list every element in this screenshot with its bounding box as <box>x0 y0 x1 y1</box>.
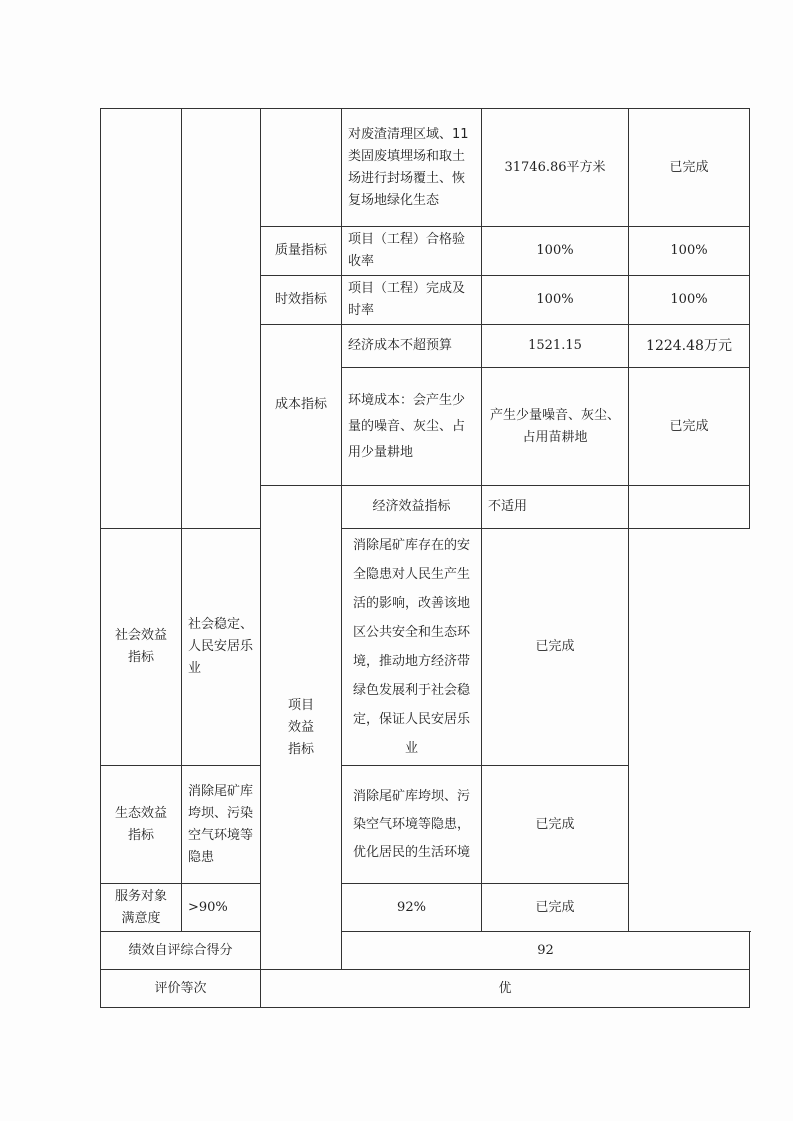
quality-indicator-label: 质量指标 <box>261 227 342 276</box>
target-value: 100% <box>482 276 629 325</box>
indicator-content: 项目（工程）完成及时率 <box>342 276 482 325</box>
grade-label: 评价等次 <box>101 970 261 1008</box>
indicator-content: 不适用 <box>482 486 629 529</box>
target-value: 92% <box>342 884 482 932</box>
table-row <box>101 970 750 1008</box>
table-row <box>101 884 750 932</box>
satisfaction-label: 服务对象满意度 <box>101 884 182 932</box>
table-row <box>101 932 750 970</box>
score-value: 92 <box>342 932 750 970</box>
indicator-content: 项目（工程）合格验收率 <box>342 227 482 276</box>
indicator-content: >90% <box>182 884 261 932</box>
target-value: 1521.15 <box>482 325 629 368</box>
performance-table <box>100 108 750 1008</box>
actual-value: 100% <box>629 276 750 325</box>
grade-value: 优 <box>261 970 750 1008</box>
score-label: 绩效自评综合得分 <box>101 932 261 970</box>
target-value <box>629 486 750 529</box>
target-value: 产生少量噪音、灰尘、占用苗耕地 <box>482 368 629 486</box>
ecological-benefit-label: 生态效益指标 <box>101 766 182 884</box>
indicator-content: 对废渣清理区域、11类固废填埋场和取土场进行封场覆土、恢复场地绿化生态 <box>342 109 482 227</box>
cost-indicator-label: 成本指标 <box>261 325 342 486</box>
indicator-content: 经济成本不超预算 <box>342 325 482 368</box>
target-value: 100% <box>482 227 629 276</box>
indicator-content: 消除尾矿库垮坝、污染空气环境等隐患 <box>182 766 261 884</box>
benefit-group-label: 项目效益指标 <box>261 486 342 970</box>
actual-value: 已完成 <box>629 109 750 227</box>
level2-cell-empty <box>182 109 261 529</box>
table-row <box>101 529 750 766</box>
actual-value: 已完成 <box>629 368 750 486</box>
indicator-content: 环境成本：会产生少量的噪音、灰尘、占用少量耕地 <box>342 368 482 486</box>
table-row <box>101 109 750 227</box>
economic-benefit-label: 经济效益指标 <box>342 486 482 529</box>
target-value: 消除尾矿库存在的安全隐患对人民生产生活的影响，改善该地区公共安全和生态环境，推动地方经济带绿色发展利于社会稳定，保证人民安居乐业 <box>342 529 482 766</box>
indicator-content: 社会稳定、人民安居乐业 <box>182 529 261 766</box>
actual-value: 已完成 <box>482 884 629 932</box>
table-row <box>101 766 750 884</box>
target-value: 消除尾矿库垮坝、污染空气环境等隐患，优化居民的生活环境 <box>342 766 482 884</box>
social-benefit-label: 社会效益指标 <box>101 529 182 766</box>
target-value: 31746.86平方米 <box>482 109 629 227</box>
timeliness-indicator-label: 时效指标 <box>261 276 342 325</box>
actual-value: 1224.48万元 <box>629 325 750 368</box>
actual-value: 100% <box>629 227 750 276</box>
actual-value: 已完成 <box>482 766 629 884</box>
level1-cell-empty <box>101 109 182 529</box>
actual-value: 已完成 <box>482 529 629 766</box>
level3-cell-empty <box>261 109 342 227</box>
